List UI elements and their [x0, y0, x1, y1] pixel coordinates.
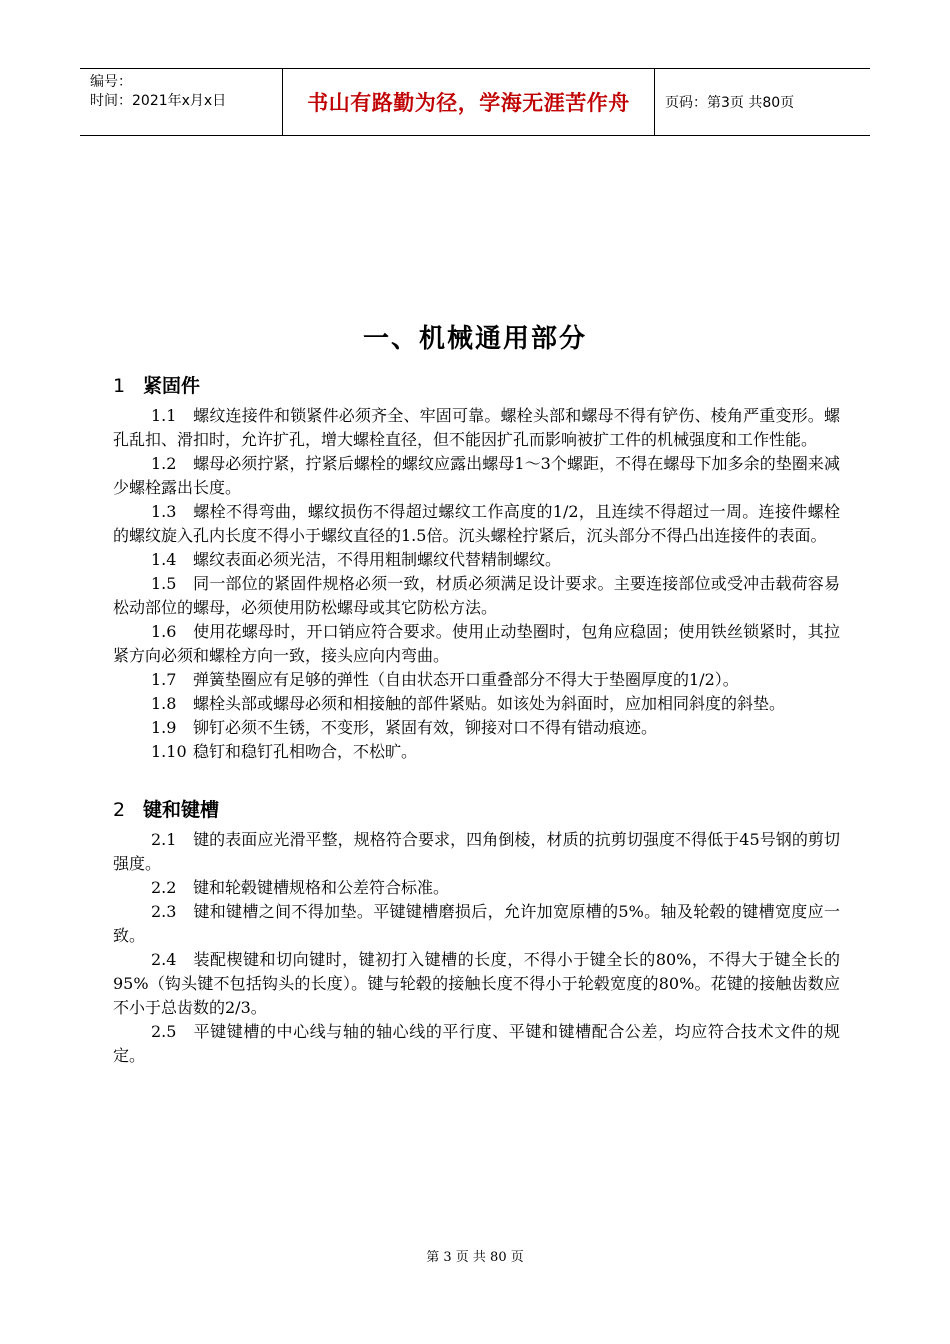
- paragraph: [113, 876, 840, 900]
- clause-text: 稳钉和稳钉孔相吻合，不松旷。: [193, 742, 418, 761]
- clause-number: 2.3: [151, 902, 177, 921]
- section-number: 2: [113, 799, 126, 821]
- section-heading: [113, 794, 840, 826]
- clause-number: 2.5: [151, 1022, 177, 1041]
- clause-text: 铆钉必须不生锈，不变形，紧固有效，铆接对口不得有错动痕迹。: [193, 718, 658, 737]
- clause-number: 1.10: [151, 742, 187, 761]
- clause-text: 同一部位的紧固件规格必须一致，材质必须满足设计要求。主要连接部位或受冲击载荷容易松动部位的螺母，必须使用防松螺母或其它防松方法。: [113, 574, 840, 617]
- section-number: 1: [113, 375, 126, 397]
- clause-number: 1.1: [151, 406, 177, 425]
- clause-number: 1.7: [151, 670, 177, 689]
- paragraph: [113, 668, 840, 692]
- paragraph: [113, 452, 840, 500]
- clause-number: 1.9: [151, 718, 177, 737]
- header-meta-cell: [80, 69, 283, 135]
- number-label: 编号：: [90, 74, 132, 90]
- clause-number: 2.4: [151, 950, 177, 969]
- paragraph: [113, 900, 840, 948]
- paragraph: [113, 828, 840, 876]
- paragraph: [113, 572, 840, 620]
- time-label: 时间：2021年x月x日: [90, 93, 227, 109]
- paragraph: [113, 548, 840, 572]
- clause-text: 螺栓不得弯曲，螺纹损伤不得超过螺纹工作高度的1/2，且连续不得超过一周。连接件螺栓的螺纹旋入孔内长度不得小于螺纹直径的1.5倍。沉头螺栓拧紧后，沉头部分不得凸出连接件的表面。: [113, 502, 840, 545]
- clause-text: 弹簧垫圈应有足够的弹性（自由状态开口重叠部分不得大于垫圈厚度的1/2）。: [193, 670, 739, 689]
- clause-number: 1.8: [151, 694, 177, 713]
- clause-number: 1.5: [151, 574, 177, 593]
- clause-number: 2.1: [151, 830, 177, 849]
- clause-text: 键的表面应光滑平整，规格符合要求，四角倒棱，材质的抗剪切强度不得低于45号钢的剪切强度。: [113, 830, 840, 873]
- clause-number: 1.3: [151, 502, 177, 521]
- clause-number: 1.2: [151, 454, 177, 473]
- section-title: 紧固件: [143, 375, 201, 397]
- paragraph: [113, 500, 840, 548]
- clause-number: 2.2: [151, 878, 177, 897]
- clause-number: 1.6: [151, 622, 177, 641]
- clause-number: 1.4: [151, 550, 177, 569]
- paragraph: [113, 1020, 840, 1068]
- header-table: [80, 68, 870, 136]
- section-heading: [113, 370, 840, 402]
- clause-text: 使用花螺母时，开口销应符合要求。使用止动垫圈时，包角应稳固；使用铁丝锁紧时，其拉紧方向必须和螺栓方向一致，接头应向内弯曲。: [113, 622, 840, 665]
- paragraph: [113, 620, 840, 668]
- paragraph: [113, 740, 840, 764]
- clause-text: 螺纹表面必须光洁，不得用粗制螺纹代替精制螺纹。: [193, 550, 562, 569]
- paragraph: [113, 716, 840, 740]
- section-fasteners: [113, 370, 840, 764]
- motto: 书山有路勤为径，学海无涯苦作舟: [283, 69, 655, 135]
- document-body: [113, 370, 840, 1068]
- clause-text: 键和轮毂键槽规格和公差符合标准。: [193, 878, 450, 897]
- clause-text: 平键键槽的中心线与轴的轴心线的平行度、平键和键槽配合公差，均应符合技术文件的规定。: [113, 1022, 840, 1065]
- clause-text: 装配楔键和切向键时，键初打入键槽的长度，不得小于键全长的80%，不得大于键全长的95%（钩头键不包括钩头的长度）。键与轮毂的接触长度不得小于轮毂宽度的80%。花键的接触齿数应不小于总齿数的2/3。: [113, 950, 840, 1017]
- page-title: 一、机械通用部分: [362, 324, 587, 354]
- clause-text: 螺母必须拧紧，拧紧后螺栓的螺纹应露出螺母1～3个螺距，不得在螺母下加多余的垫圈来减少螺栓露出长度。: [113, 454, 840, 497]
- clause-text: 键和键槽之间不得加垫。平键键槽磨损后，允许加宽原槽的5%。轴及轮毂的键槽宽度应一致。: [113, 902, 840, 945]
- clause-text: 螺栓头部或螺母必须和相接触的部件紧贴。如该处为斜面时，应加相同斜度的斜垫。: [193, 694, 786, 713]
- paragraph: [113, 404, 840, 452]
- section-title: 键和键槽: [143, 799, 220, 821]
- clause-text: 螺纹连接件和锁紧件必须齐全、牢固可靠。螺栓头部和螺母不得有铲伤、棱角严重变形。螺孔乱扣、滑扣时，允许扩孔，增大螺栓直径，但不能因扩孔而影响被扩工件的机械强度和工作性能。: [113, 406, 840, 449]
- page-code: 页码：第3页 共80页: [665, 95, 795, 111]
- page-footer: 第 3 页 共 80 页: [426, 1250, 524, 1265]
- section-keys-and-keyways: [113, 794, 840, 1068]
- paragraph: [113, 948, 840, 1020]
- paragraph: [113, 692, 840, 716]
